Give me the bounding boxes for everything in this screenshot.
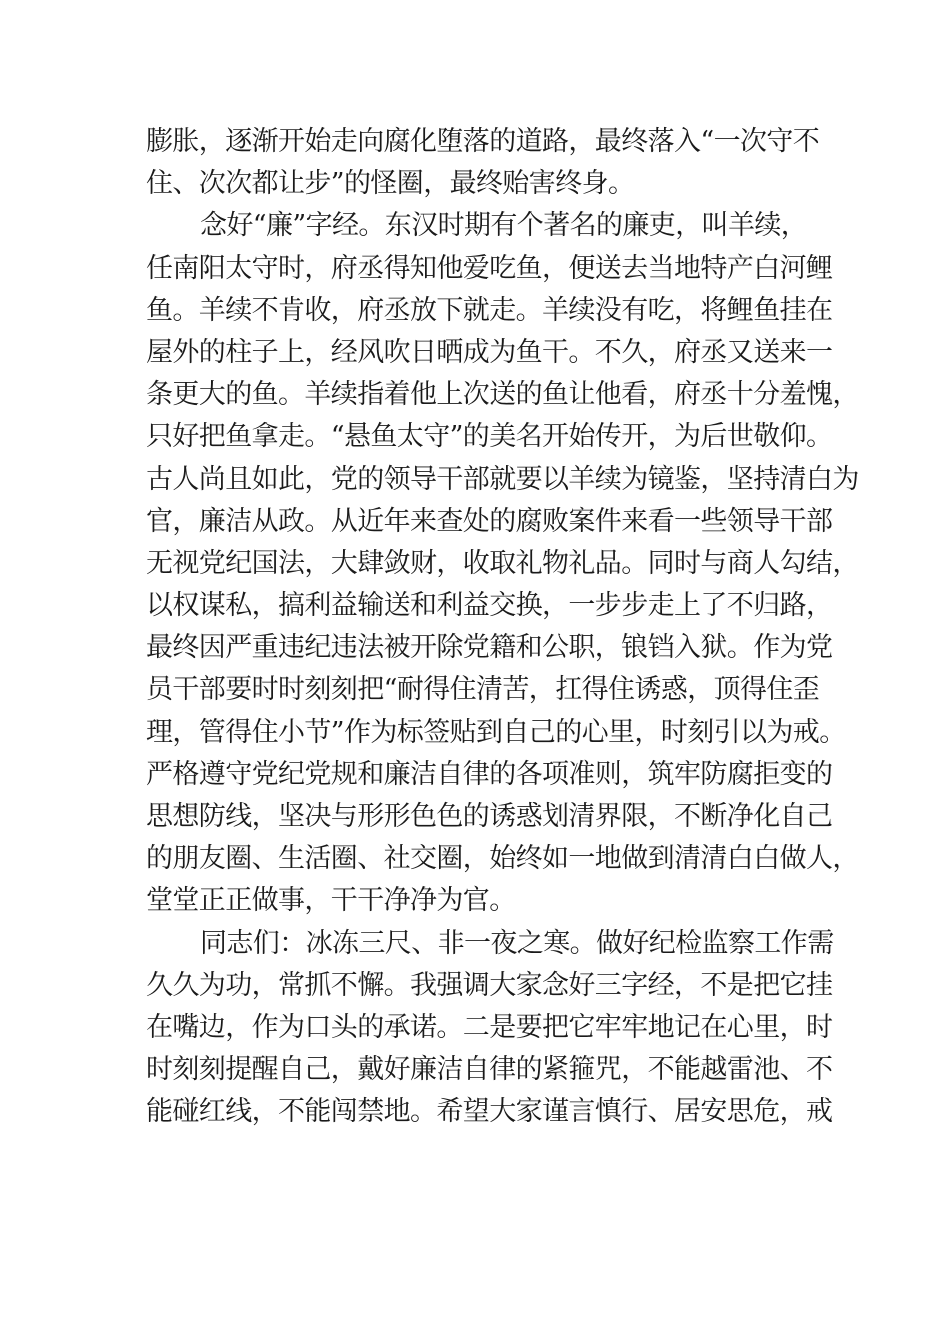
text-line: 能碰红线，不能闯禁地。希望大家谨言慎行、居安思危，戒 (146, 1096, 833, 1128)
text-line: 时刻刻提醒自己，戴好廉洁自律的紧箍咒，不能越雷池、不 (146, 1054, 833, 1086)
text-line: 思想防线，坚决与形形色色的诱惑划清界限，不断净化自己 (146, 801, 833, 832)
text-line: 屋外的柱子上，经风吹日晒成为鱼干。不久，府丞又送来一 (146, 336, 833, 368)
text-line: 以权谋私，搞利益输送和利益交换，一步步走上了不归路， (146, 590, 833, 622)
body-text (146, 121, 859, 1134)
paragraph-start-line: 同志们：冰冻三尺、非一夜之寒。做好纪检监察工作需 (200, 927, 834, 959)
paragraph-start-line: 念好“廉”字经。东汉时期有个著名的廉吏，叫羊续， (200, 210, 808, 242)
text-line: 久久为功，常抓不懈。我强调大家念好三字经，不是把它挂 (146, 969, 833, 1001)
text-line: 只好把鱼拿走。“悬鱼太守”的美名开始传开，为后世敬仰。 (146, 421, 833, 453)
text-line: 的朋友圈、生活圈、社交圈，始终如一地做到清清白白做人， (146, 843, 859, 875)
text-line: 无视党纪国法，大肆敛财，收取礼物礼品。同时与商人勾结， (146, 547, 859, 579)
text-line: 在嘴边，作为口头的承诺。二是要把它牢牢地记在心里，时 (146, 1011, 833, 1043)
text-line: 堂堂正正做事，干干净净为官。 (146, 885, 516, 917)
text-line: 鱼。羊续不肯收，府丞放下就走。羊续没有吃，将鲤鱼挂在 (146, 294, 833, 326)
text-line: 条更大的鱼。羊续指着他上次送的鱼让他看，府丞十分羞愧， (146, 379, 859, 411)
text-line: 任南阳太守时，府丞得知他爱吃鱼，便送去当地特产白河鲤 (146, 252, 833, 284)
text-line: 严格遵守党纪党规和廉洁自律的各项准则，筑牢防腐拒变的 (146, 758, 833, 790)
text-line: 住、次次都让步”的怪圈，最终贻害终身。 (146, 168, 635, 200)
text-line: 膨胀，逐渐开始走向腐化堕落的道路，最终落入“一次守不 (146, 126, 820, 157)
text-line: 官，廉洁从政。从近年来查处的腐败案件来看一些领导干部 (146, 505, 833, 537)
text-line: 理，管得住小节”作为标签贴到自己的心里，时刻引以为戒。 (146, 716, 846, 748)
text-line: 员干部要时时刻刻把“耐得住清苦，扛得住诱惑，顶得住歪 (146, 674, 820, 706)
text-line: 最终因严重违纪违法被开除党籍和公职，锒铛入狱。作为党 (146, 632, 833, 664)
text-line: 古人尚且如此，党的领导干部就要以羊续为镜鉴，坚持清白为 (146, 463, 859, 495)
